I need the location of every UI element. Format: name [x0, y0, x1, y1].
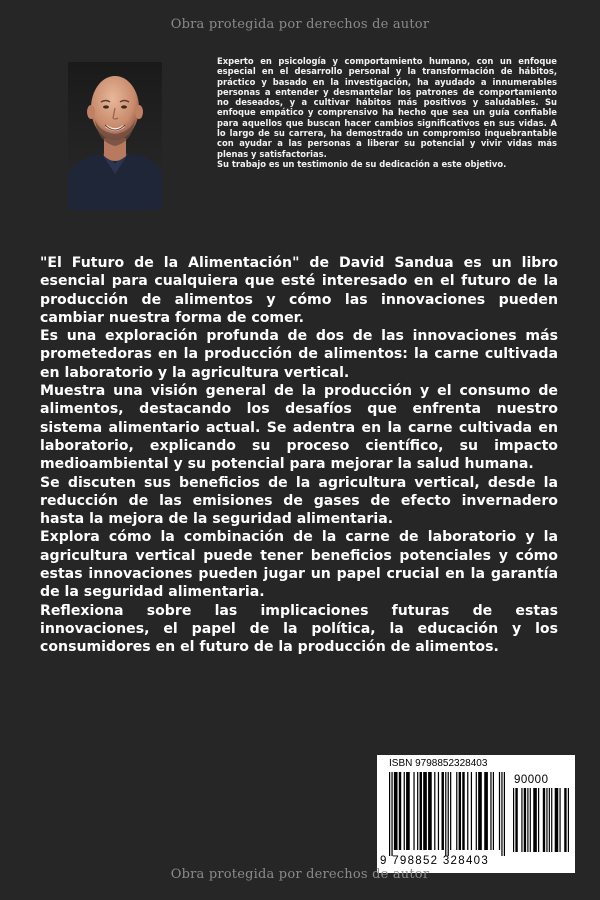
description-paragraph-5: Explora cómo la combinación de la carne de laboratorio y la agricultura vertical puede tener beneficios potenciales y cómo estas innovaciones pueden jugar un papel crucial en la garantía de la seguridad alimentaria. [40, 529, 558, 601]
barcode-bar [493, 772, 494, 850]
barcode-bar [527, 788, 528, 852]
barcode-bar [420, 772, 422, 850]
barcode-bar [478, 772, 482, 850]
barcode-bar [462, 772, 464, 850]
barcode-bar [490, 772, 491, 850]
description-paragraph-6: Reflexiona sobre las implicaciones futuras de estas innovaciones, el papel de la política, la educación y los consumidores en el futuro de la producción de alimentos. [40, 602, 558, 656]
watermark-top: Obra protegida por derechos de autor [170, 17, 430, 32]
isbn-label: ISBN 9798852328403 [389, 758, 488, 769]
barcode-bar [445, 772, 446, 856]
barcode-bar [456, 772, 457, 850]
barcode-bar [399, 772, 401, 850]
barcode-bar [543, 788, 545, 852]
barcode-bar [406, 772, 410, 850]
barcode-bar [394, 772, 398, 850]
description-paragraph-2: Es una exploración profunda de dos de las innovaciones más prometedoras en la producción de alimentos: la carne cultivada en laboratorio y la agricultura vertical. [40, 328, 558, 381]
barcode-bar [450, 772, 451, 850]
barcode-bar [476, 772, 477, 850]
barcode-bar [428, 772, 432, 850]
barcode-bar [564, 788, 566, 852]
description-paragraph-3: Muestra una visión general de la producción y el consumo de alimentos, destacando los desafíos que enfrenta nuestro sistema alimentario actual. Se adentra en la carne cultivada en laboratorio, explicando su proceso científico, su impacto medioambiental y su potencial para mejorar la salud humana. [40, 383, 558, 473]
barcode-bar [538, 788, 539, 852]
description-paragraph-1: "El Futuro de la Alimentación" de David Sandua es un libro esencial para cualquiera que esté interesado en el futuro de la producción de alimentos y cómo las innovaciones pueden cambiar nuestra forma de comer. [40, 255, 558, 326]
barcode-bar [559, 788, 560, 852]
barcode-bar [568, 788, 569, 852]
bio-paragraph: Experto en psicología y comportamiento humano, con un enfoque especial en el desarrollo personal y la transformación de hábitos, práctico y basado en la investigación, ha ayudado a innumerables personas a entender y desmantelar los patrones de comportamiento no deseados, y a cultivar hábitos más positivos y saludables. Su enfoque empático y comprensivo ha hecho que sea un guía confiable para aquellos que buscan hacer cambios significativos en sus vidas. A lo largo de su carrera, ha demostrado un compromiso inquebrantable con ayudar a las personas a liberar su potencial y vivir vidas más plenas y satisfactorias. [217, 56, 557, 159]
isbn-barcode [377, 755, 575, 873]
barcode-bar [438, 772, 439, 850]
bio-closing: Su trabajo es un testimonio de su dedicación a este objetivo. [217, 158, 507, 169]
watermark-bottom: Obra protegida por derechos de autor [170, 867, 430, 882]
barcode-bar [471, 772, 472, 850]
barcode-bar [442, 772, 444, 850]
barcode-bar [499, 772, 500, 850]
barcode-bar [524, 788, 526, 852]
barcode-bar [459, 772, 461, 850]
barcode-bar [413, 772, 414, 850]
author-photo [68, 62, 162, 210]
barcode-bars [389, 772, 505, 856]
barcode-bar [513, 788, 514, 852]
book-description [40, 254, 558, 657]
price-code: 90000 [514, 774, 549, 786]
author-bio [217, 56, 557, 169]
barcode-bar [467, 772, 468, 850]
barcode-bar [404, 772, 405, 850]
barcode-bar [533, 788, 537, 852]
barcode-bar [484, 772, 488, 850]
barcode-bar [434, 772, 435, 850]
barcode-bar [504, 772, 505, 856]
description-paragraph-4: Se discuten sus beneficios de la agricultura vertical, desde la reducción de las emisiones de gases de efecto invernadero hasta la mejora de la seguridad alimentaria. [40, 474, 558, 528]
isbn-digits: 9 798852 328403 [380, 855, 490, 867]
barcode-bar [521, 788, 522, 852]
barcode-bar [555, 788, 559, 852]
barcode-bar [391, 772, 392, 856]
barcode-addon-bars [513, 788, 569, 852]
barcode-bar [448, 772, 449, 856]
barcode-bar [515, 788, 517, 852]
barcode-bar [551, 788, 552, 852]
barcode-bar [549, 788, 550, 852]
barcode-bar [546, 788, 547, 852]
barcode-bar [389, 772, 390, 856]
barcode-bar [423, 772, 427, 850]
barcode-bar [417, 772, 418, 850]
barcode-bar [501, 772, 502, 856]
barcode-bar [530, 788, 531, 852]
author-portrait-illustration [68, 62, 162, 210]
